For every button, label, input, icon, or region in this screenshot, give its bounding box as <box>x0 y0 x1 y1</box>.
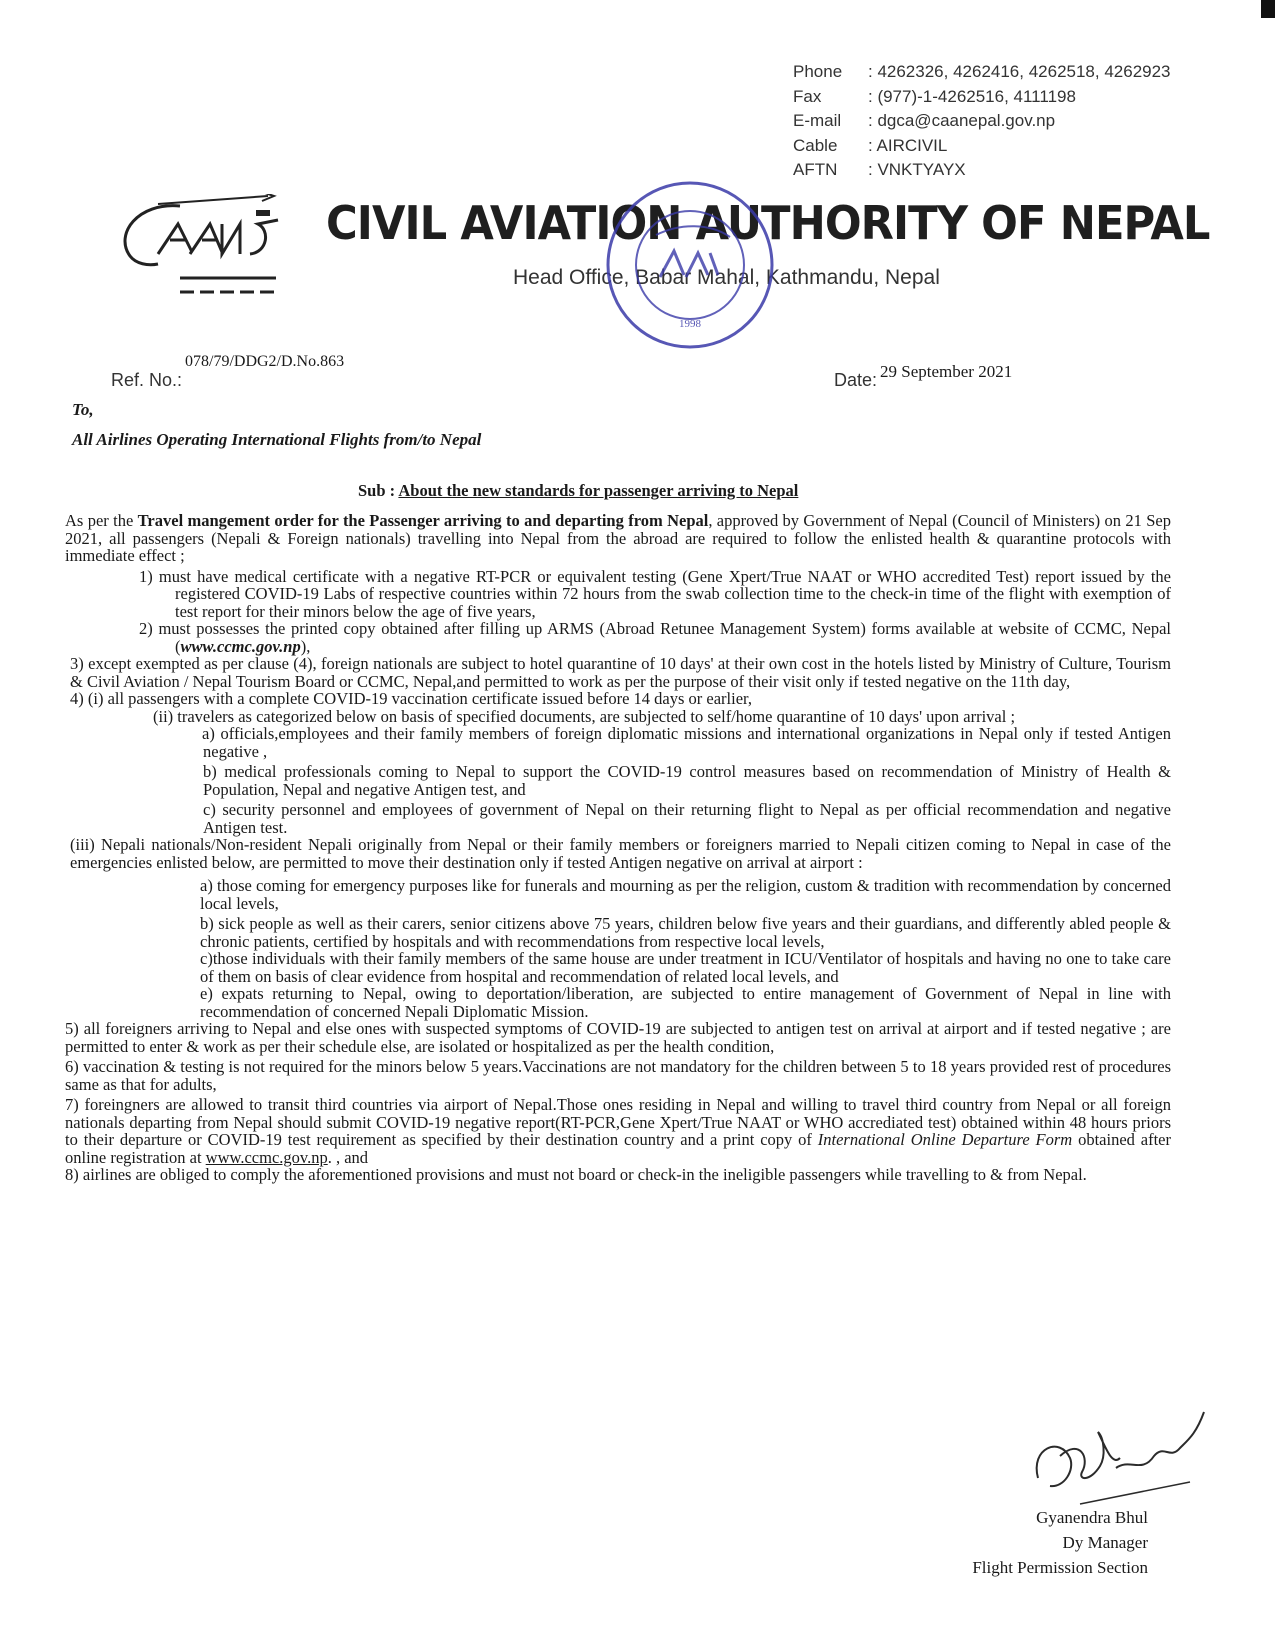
item-4-iii-c: c)those individuals with their family members of the same house are under treatment in ICU/Ventilator of hospitals and having no one to take care of them on basis of clear evidence from hospital and recommendation of related local levels, and <box>200 949 1171 986</box>
item-4-ii: (ii) travelers as categorized below on basis of specified documents, are subjected to self/home quarantine of 10 days' upon arrival ; <box>153 706 1016 726</box>
item-4-ii-a: a) officials,employees and their family members of foreign diplomatic missions and international organizations in Nepal only if tested Antigen negative , <box>202 724 1171 761</box>
date-value: 29 September 2021 <box>880 362 1013 381</box>
contact-phone: Phone : 4262326, 4262416, 4262518, 4262923 <box>793 62 1171 81</box>
salutation: To, <box>72 400 94 419</box>
contact-fax: Fax : (977)-1-4262516, 4111198 <box>793 86 1076 106</box>
item-4-iii-e: e) expats returning to Nepal, owing to deportation/liberation, are subjected to entire management of Government of Nepal in line with recommendation of concerned Nepali Diplomatic Mission. <box>200 984 1171 1021</box>
item-4-ii-b: b) medical professionals coming to Nepal to support the COVID-19 control measures based on recommendation of Ministry of Health & Population, Nepal and negative Antigen test, and <box>203 762 1171 799</box>
item-3: 3) except exempted as per clause (4), foreign nationals are subject to hotel quarantine of 10 days' at their own cost in the hotels listed by Ministry of Culture, Tourism & Civil Aviation / Nepal Tourism Board or CCMC, Nepal,and permitted to work as per the purpose of their visit only if tested negative on the 11th day, <box>70 654 1171 691</box>
scan-edge-mark <box>1261 0 1275 18</box>
item-4-ii-c: c) security personnel and employees of government of Nepal on their returning flight to Nepal as per official recommendation and negative Antigen test. <box>203 800 1171 837</box>
item-4-iii: (iii) Nepali nationals/Non-resident Nepali originally from Nepal or their family members or foreigners married to Nepali citizen coming to Nepal in case of the emergencies enlisted below, are permitted to move their destination only if tested Antigen negative on arrival at airport : <box>70 835 1171 872</box>
contact-block <box>793 60 1171 183</box>
org-name: CIVIL AVIATION AUTHORITY OF NEPAL <box>326 196 1210 250</box>
ccmc-link[interactable]: www.ccmc.gov.np <box>205 1147 328 1167</box>
contact-aftn: AFTN : VNKTYAYX <box>793 160 966 179</box>
contact-cable: Cable : AIRCIVIL <box>793 135 948 155</box>
contact-email: E-mail : dgca@caanepal.gov.np <box>793 111 1056 130</box>
signer-title: Dy Manager <box>1062 1533 1148 1552</box>
subject-title: About the new standards for passenger arriving to Nepal <box>398 481 799 500</box>
item-4-iii-a: a) those coming for emergency purposes like for funerals and mourning as per the religion, custom & tradition with recommendation by concerned local levels, <box>200 876 1171 913</box>
official-seal <box>590 165 790 365</box>
org-address: Head Office, Babar Mahal, Kathmandu, Nepal <box>513 266 940 289</box>
caan-logo <box>118 194 290 310</box>
subject-line <box>358 481 798 501</box>
date-label: Date: <box>834 370 878 390</box>
addressee: All Airlines Operating International Flights from/to Nepal <box>72 430 482 449</box>
item-2: 2) must possesses the printed copy obtained after filling up ARMS (Abroad Retunee Management System) forms available at website of CCMC, Nepal (www.ccmc.gov.np), <box>139 619 1171 656</box>
item-4-iii-b: b) sick people as well as their carers, senior citizens above 75 years, children below five years and their guardians, and differently abled people & chronic patients, certified by hospitals and with recommendations from respective local levels, <box>200 914 1171 951</box>
ref-label: Ref. No.: <box>111 370 183 390</box>
signer-name: Gyanendra Bhul <box>1036 1508 1148 1527</box>
handwritten-signature <box>1020 1408 1210 1518</box>
intro-paragraph: As per the Travel mangement order for the Passenger arriving to and departing from Nepal, approved by Government of Nepal (Council of Ministers) on 21 Sep 2021, all passengers (Nepali & Foreign nationals) travelling into Nepal from the abroad are required to follow the enlisted health & quarantine protocols with immediate effect ; <box>65 511 1171 565</box>
item-8: 8) airlines are obliged to comply the aforementioned provisions and must not board or check-in the ineligible passengers while travelling to & from Nepal. <box>65 1165 1087 1184</box>
item-6: 6) vaccination & testing is not required for the minors below 5 years.Vaccinations are not mandatory for the children between 5 to 18 years provided rest of procedures same as that for adults, <box>65 1057 1171 1094</box>
ref-number: 078/79/DDG2/D.No.863 <box>185 353 345 370</box>
item-5: 5) all foreigners arriving to Nepal and else ones with suspected symptoms of COVID-19 are subjected to antigen test on arrival at airport and if tested negative ; are permitted to enter & work as per their schedule else, are isolated or hospitalized as per the health condition, <box>65 1019 1171 1056</box>
item-7: 7) foreingners are allowed to transit third countries via airport of Nepal.Those ones residing in Nepal and willing to travel third country from Nepal or all foreign nationals departing from Nepal should submit COVID-19 negative report(RT-PCR,Gene Xpert/True NAAT or WHO accrediated test) obtained within 48 hours priors to their departure or COVID-19 test requirement as specified by their destination country and a print copy of International Online Departure Form obtained after online registration at www.ccmc.gov.np. , and <box>65 1095 1171 1167</box>
subject-prefix: Sub : <box>358 481 399 500</box>
item-1: 1) must have medical certificate with a negative RT-PCR or equivalent testing (Gene Xpert/True NAAT or WHO accredited Test) report issued by the registered COVID-19 Labs of respective countries within 72 hours from the swab collection time to the check-in time of the flight with exemption of test report for their minors below the age of five years, <box>139 566 1171 621</box>
item-4-i: 4) (i) all passengers with a complete COVID-19 vaccination certificate issued before 14 days or earlier, <box>70 689 752 708</box>
letter-body <box>65 512 1171 1184</box>
signer-section: Flight Permission Section <box>972 1558 1148 1577</box>
svg-text:1998: 1998 <box>679 318 701 330</box>
